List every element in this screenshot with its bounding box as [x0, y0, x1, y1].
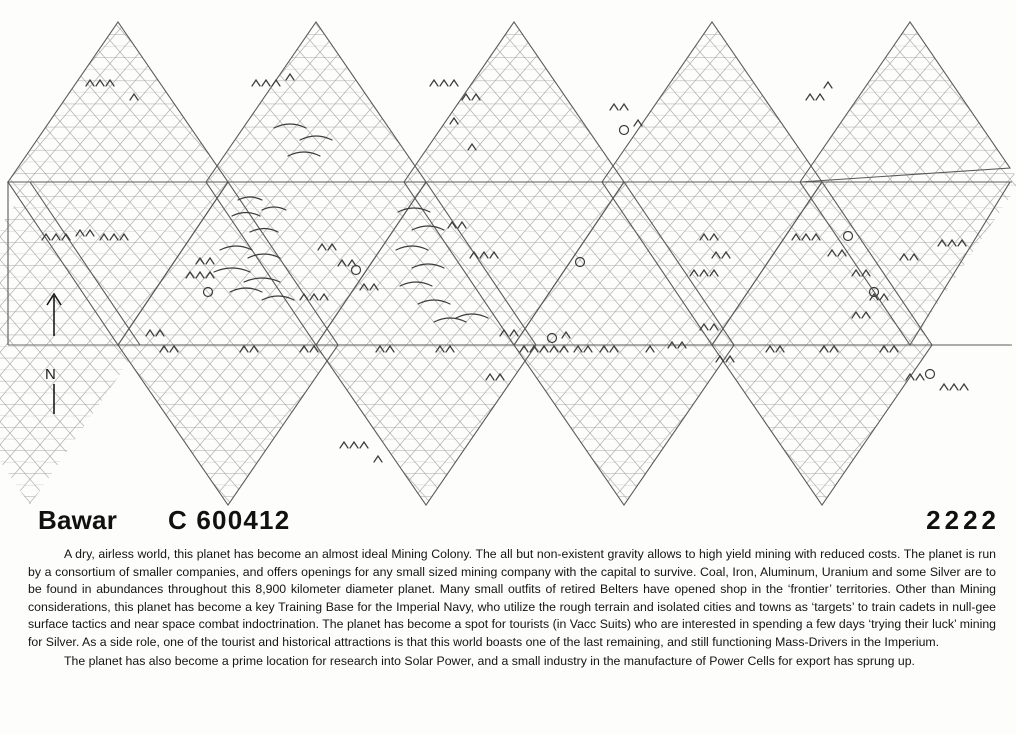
compass-north-label: N: [45, 366, 57, 383]
north-arrow-icon: [38, 288, 78, 418]
world-hex-location: 2222: [926, 505, 1000, 535]
world-description: [28, 546, 996, 670]
world-name: Bawar: [38, 505, 118, 535]
compass-rose: [38, 288, 78, 418]
world-header: [0, 505, 1016, 541]
description-paragraph-2: The planet has also become a prime location for research into Solar Power, and a small industry in the manufacture of Power Cells for export has sprung up.: [64, 653, 915, 668]
world-uwp-code: C 600412: [168, 505, 291, 535]
description-paragraph-1: A dry, airless world, this planet has become an almost ideal Mining Colony. The all but non-existent gravity allows to high yield mining with reduced costs. The planet is run by a consortium of smaller companies, and offers openings for any small sized mining company with the capital to survive. Coal, Iron, Aluminum, Uranium and some Silver are to be found in abundances throughout this 8,900 kilometer diameter planet. Many small outfits of retired Belters have opened shop in the ‘frontier’ territories. Other than Mining considerations, this planet has become a key Training Base for the Imperial Navy, who utilize the rough terrain and isolated cities and towns as ‘targets’ to train cadets in null-gee surface tactics and near space combat indoctrination. The planet has become a spot for tourists (in Vacc Suits) who are interested in spending a few days ‘trying their luck’ mining for Silver. As a side role, one of the tourist and historical attractions is that this world boasts one of the last remaining, and still functioning Mass-Drivers in the Imperium.: [28, 547, 996, 649]
